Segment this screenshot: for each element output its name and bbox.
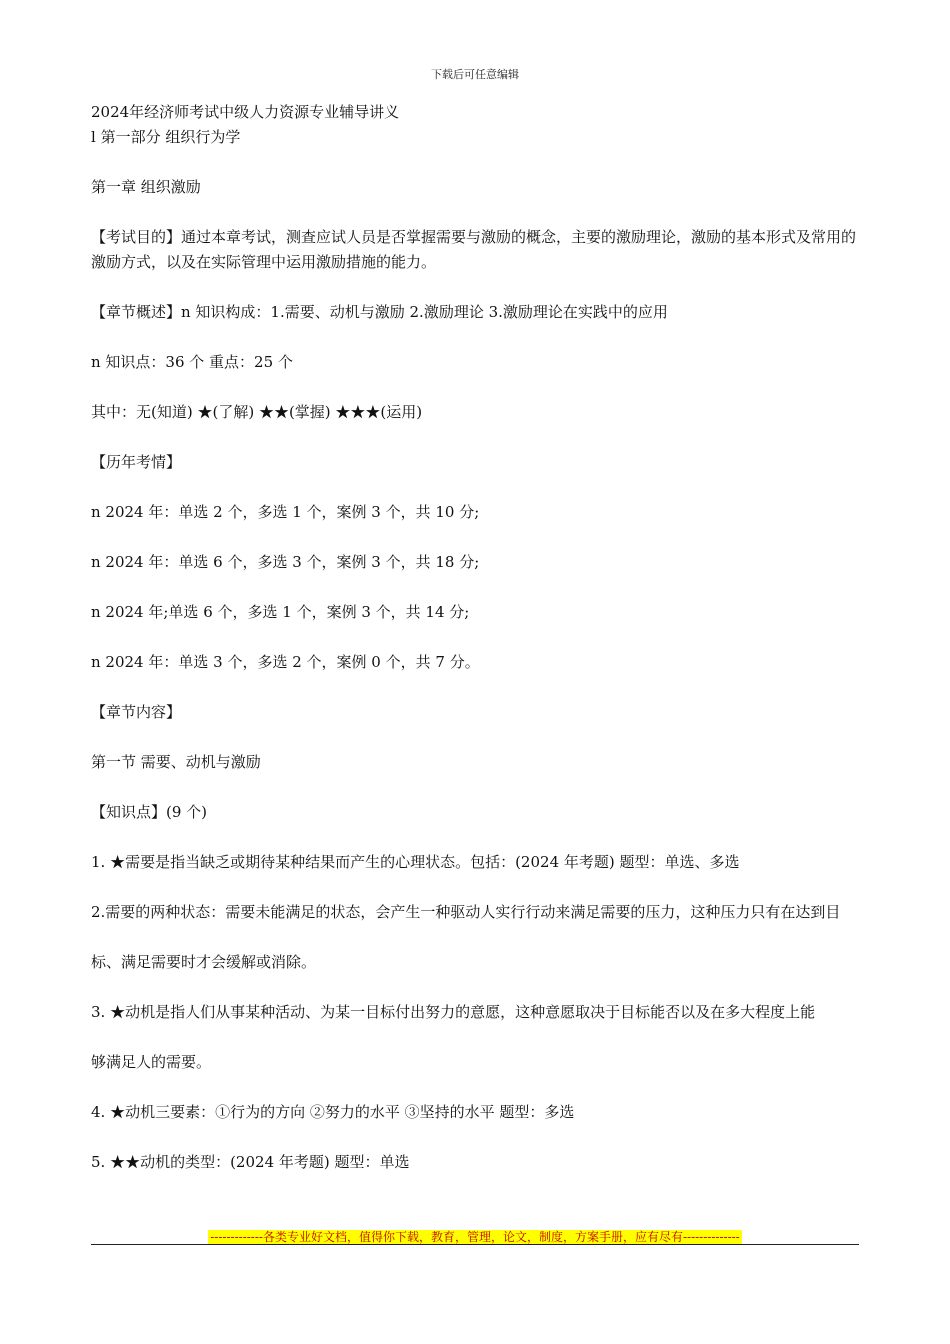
- chapter-overview: 【章节概述】n 知识构成：1.需要、动机与激励 2.激励理论 3.激励理论在实践中的应用: [91, 303, 668, 321]
- past-exams-heading: 【历年考情】: [91, 453, 182, 471]
- knowledge-item: 4. ★动机三要素：①行为的方向 ②努力的水平 ③坚持的水平 题型：多选: [91, 1103, 575, 1121]
- past-exam-line: n 2024 年：单选 6 个，多选 3 个，案例 3 个，共 18 分;: [91, 553, 480, 571]
- knowledge-item-continued: 标、满足需要时才会缓解或消除。: [91, 953, 317, 971]
- document-title: 2024年经济师考试中级人力资源专业辅导讲义: [91, 103, 400, 121]
- exam-purpose-paragraph: 【考试目的】通过本章考试，测查应试人员是否掌握需要与激励的概念，主要的激励理论，激励的基本形式及常用的激励方式，以及在实际管理中运用激励措施的能力。: [91, 228, 857, 271]
- header-note: 下载后可任意编辑: [431, 68, 519, 81]
- star-legend: 其中：无(知道) ★(了解) ★★(掌握) ★★★(运用): [91, 403, 423, 421]
- document-body: [91, 100, 861, 1175]
- footer-banner-text: -------------各类专业好文档，值得你下载，教育，管理，论文，制度，方案手册，应有尽有--------------: [210, 1230, 740, 1244]
- footer-banner: [0, 1226, 950, 1245]
- part-heading: l 第一部分 组织行为学: [91, 128, 241, 146]
- past-exam-line: n 2024 年：单选 2 个，多选 1 个，案例 3 个，共 10 分;: [91, 503, 480, 521]
- knowledge-item-continued: 够满足人的需要。: [91, 1053, 212, 1071]
- past-exam-line: n 2024 年：单选 3 个，多选 2 个，案例 0 个，共 7 分。: [91, 653, 480, 671]
- past-exam-line: n 2024 年;单选 6 个，多选 1 个，案例 3 个，共 14 分;: [91, 603, 470, 621]
- knowledge-points-heading: 【知识点】(9 个): [91, 803, 208, 821]
- knowledge-point-count: n 知识点：36 个 重点：25 个: [91, 353, 293, 371]
- knowledge-item: 5. ★★动机的类型：(2024 年考题) 题型：单选: [91, 1153, 410, 1171]
- knowledge-item: 2.需要的两种状态：需要未能满足的状态，会产生一种驱动人实行行动来满足需要的压力，这种压力只有在达到目: [91, 903, 841, 921]
- chapter-heading: 第一章 组织激励: [91, 178, 201, 196]
- knowledge-item: 3. ★动机是指人们从事某种活动、为某一目标付出努力的意愿，这种意愿取决于目标能否以及在多大程度上能: [91, 1003, 816, 1021]
- section-heading: 第一节 需要、动机与激励: [91, 753, 261, 771]
- chapter-content-heading: 【章节内容】: [91, 703, 182, 721]
- footer-divider: [91, 1244, 859, 1245]
- knowledge-item: 1. ★需要是指当缺乏或期待某种结果而产生的心理状态。包括：(2024 年考题) 题型：单选、多选: [91, 853, 740, 871]
